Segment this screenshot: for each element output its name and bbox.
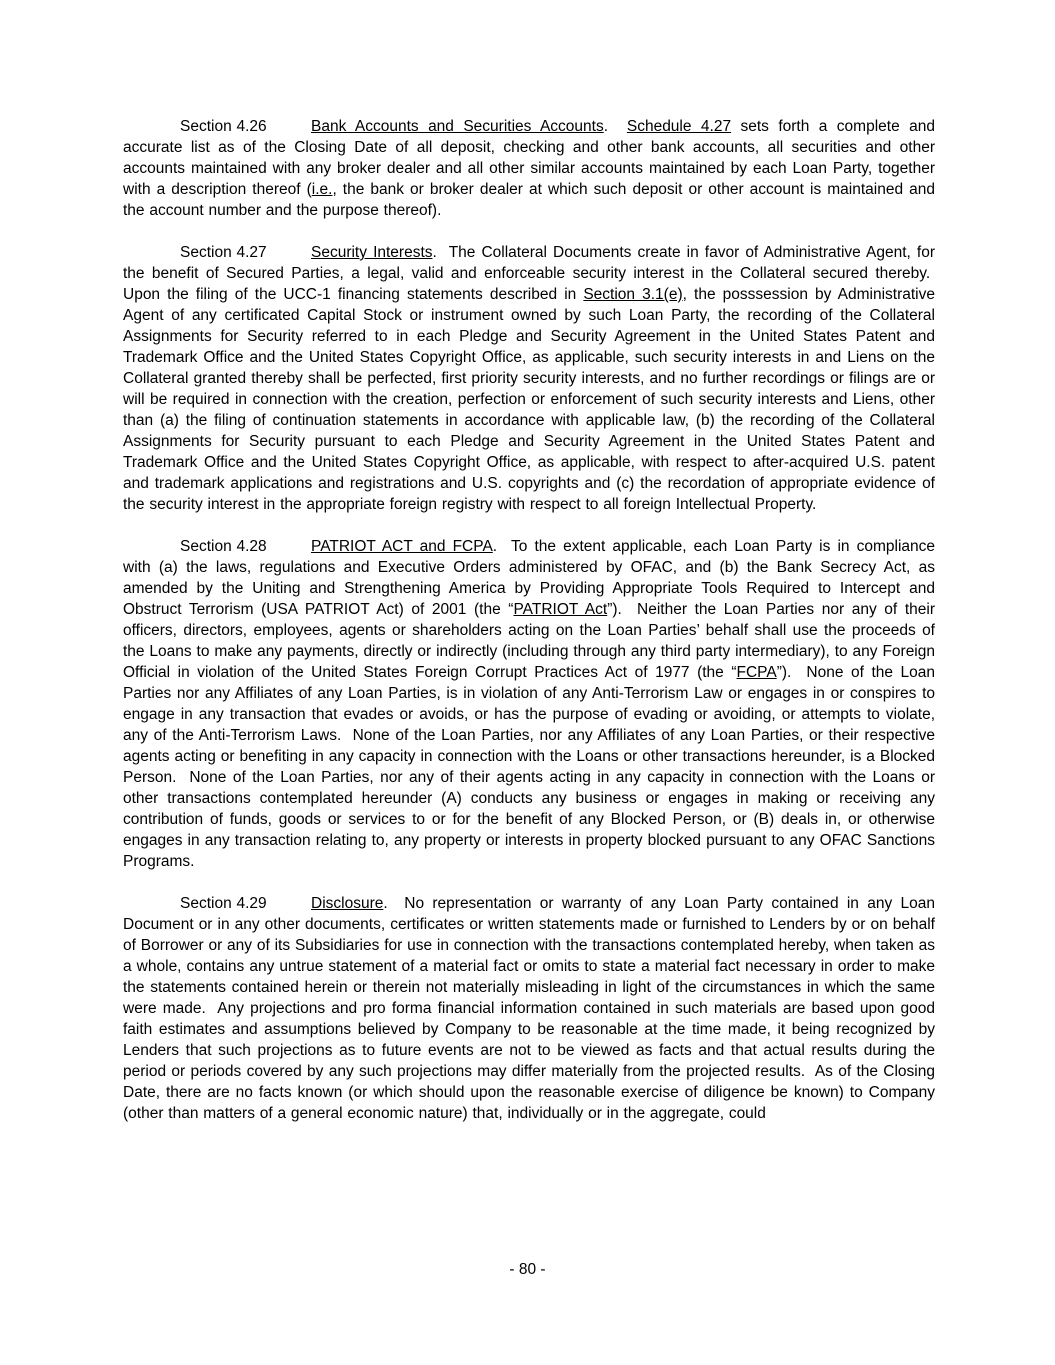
section-label: Section 4.26 [180,118,267,135]
paragraph [123,536,935,872]
paragraphs [123,116,935,1124]
text-run: . The Collateral Documents create in favor of Administrative Agent, for the benefit of Secured Parties, a legal, valid and enforceable security interest in the Collateral secured thereby. Upon the filing of the UCC-1 financing statements described in [123,244,935,303]
text-run: . [603,118,627,135]
underlined-term: FCPA [736,664,777,681]
page-number: - 80 - [509,1261,546,1278]
text-run: ”). None of the Loan Parties nor any Affiliates of any Loan Parties, is in violation of any Anti-Terrorism Law or engages in or conspires to engage in any transaction that evades or avoids, or has the purpose of evading or avoiding, or attempts to violate, any of the Anti-Terrorism Laws. None of the Loan Parties, nor any Affiliates of any Loan Parties, or their respective agents acting or benefiting in any capacity in connection with the Loans or other transactions hereunder, is a Blocked Person. None of the Loan Parties, nor any of their agents acting in any capacity in connection with the Loans or other transactions contemplated hereunder (A) conducts any business or engages in making or receiving any contribution of funds, goods or services to or for the benefit of any Blocked Person, or (B) deals in, or otherwise engages in any transaction relating to, any property or interests in property blocked pursuant to any OFAC Sanctions Programs. [123,664,936,870]
paragraph [123,893,935,1124]
text-run: ”). Neither the Loan Parties nor any of their officers, directors, employees, agents or shareholders acting on the Loan Parties’ behalf shall use the proceeds of the Loans to make any payments, directly or indirectly (including through any third party intermediary), to any Foreign Official in violation of the United States Foreign Corrupt Practices Act of 1977 (the “ [123,601,935,681]
text-run: . To the extent applicable, each Loan Party is in compliance with (a) the laws, regulations and Executive Orders administered by OFAC, and (b) the Bank Secrecy Act, as amended by the Uniting and Strengthening America by Providing Appropriate Tools Required to Intercept and Obstruct Terrorism (USA PATRIOT Act) of 2001 (the “ [123,538,935,618]
underlined-term: i.e. [311,181,333,198]
underlined-term: Section 3.1(e) [583,286,683,303]
underlined-term: Disclosure [311,895,384,912]
section-label: Section 4.28 [180,538,267,555]
document-body [123,116,935,1124]
underlined-term: PATRIOT Act [513,601,608,618]
section-label: Section 4.29 [180,895,267,912]
underlined-term: Security Interests [311,244,433,261]
section-label: Section 4.27 [180,244,267,261]
text-run: , the posssession by Administrative Agent of any certificated Capital Stock or instrument owned by such Loan Party, the recording of the Collateral Assignments for Security referred to in each Pledge and Security Agreement in the United States Patent and Trademark Office and the United States Copyright Office, as applicable, such security interests in and Liens on the Collateral granted thereby shall be perfected, first priority security interests, and no further recordings or filings are or will be required in connection with the creation, perfection or enforcement of such security interests and Liens, other than (a) the filing of continuation statements in accordance with applicable law, (b) the recording of the Collateral Assignments for Security pursuant to each Pledge and Security Agreement in the United States Patent and Trademark Office and the United States Copyright Office, as applicable, with respect to after-acquired U.S. patent and trademark applications and registrations and U.S. copyrights and (c) the recordation of appropriate evidence of the security interest in the appropriate foreign registry with respect to all foreign Intellectual Property. [123,286,935,513]
text-run: , the bank or broker dealer at which such deposit or other account is maintained and the account number and the purpose thereof). [123,181,936,219]
paragraph [123,116,935,221]
underlined-term: Schedule 4.27 [626,118,732,135]
text-run: . No representation or warranty of any Loan Party contained in any Loan Document or in any other documents, certificates or written statements made or furnished to Lenders by or on behalf of Borrower or any of its Subsidiaries for use in connection with the transactions contemplated hereby, when taken as a whole, contains any untrue statement of a material fact or omits to state a material fact necessary in order to make the statements contained herein or therein not materially misleading in light of the circumstances in which the same were made. Any projections and pro forma financial information contained in such materials are based upon good faith estimates and assumptions believed by Company to be reasonable at the time made, it being recognized by Lenders that such projections as to future events are not to be viewed as facts and that actual results during the period or periods covered by any such projections may differ materially from the projected results. As of the Closing Date, there are no facts known (or which should upon the reasonable exercise of diligence be known) to Company (other than matters of a general economic nature) that, individually or in the aggregate, could [123,895,935,1122]
underlined-term: Bank Accounts and Securities Accounts [311,118,604,135]
text-run: sets forth a complete and accurate list as of the Closing Date of all deposit, checking and other bank accounts, all securities and other accounts maintained with any broker dealer and all other similar accounts maintained by each Loan Party, together with a description thereof ( [123,118,935,198]
paragraph [123,242,935,515]
underlined-term: PATRIOT ACT and FCPA [311,538,493,555]
